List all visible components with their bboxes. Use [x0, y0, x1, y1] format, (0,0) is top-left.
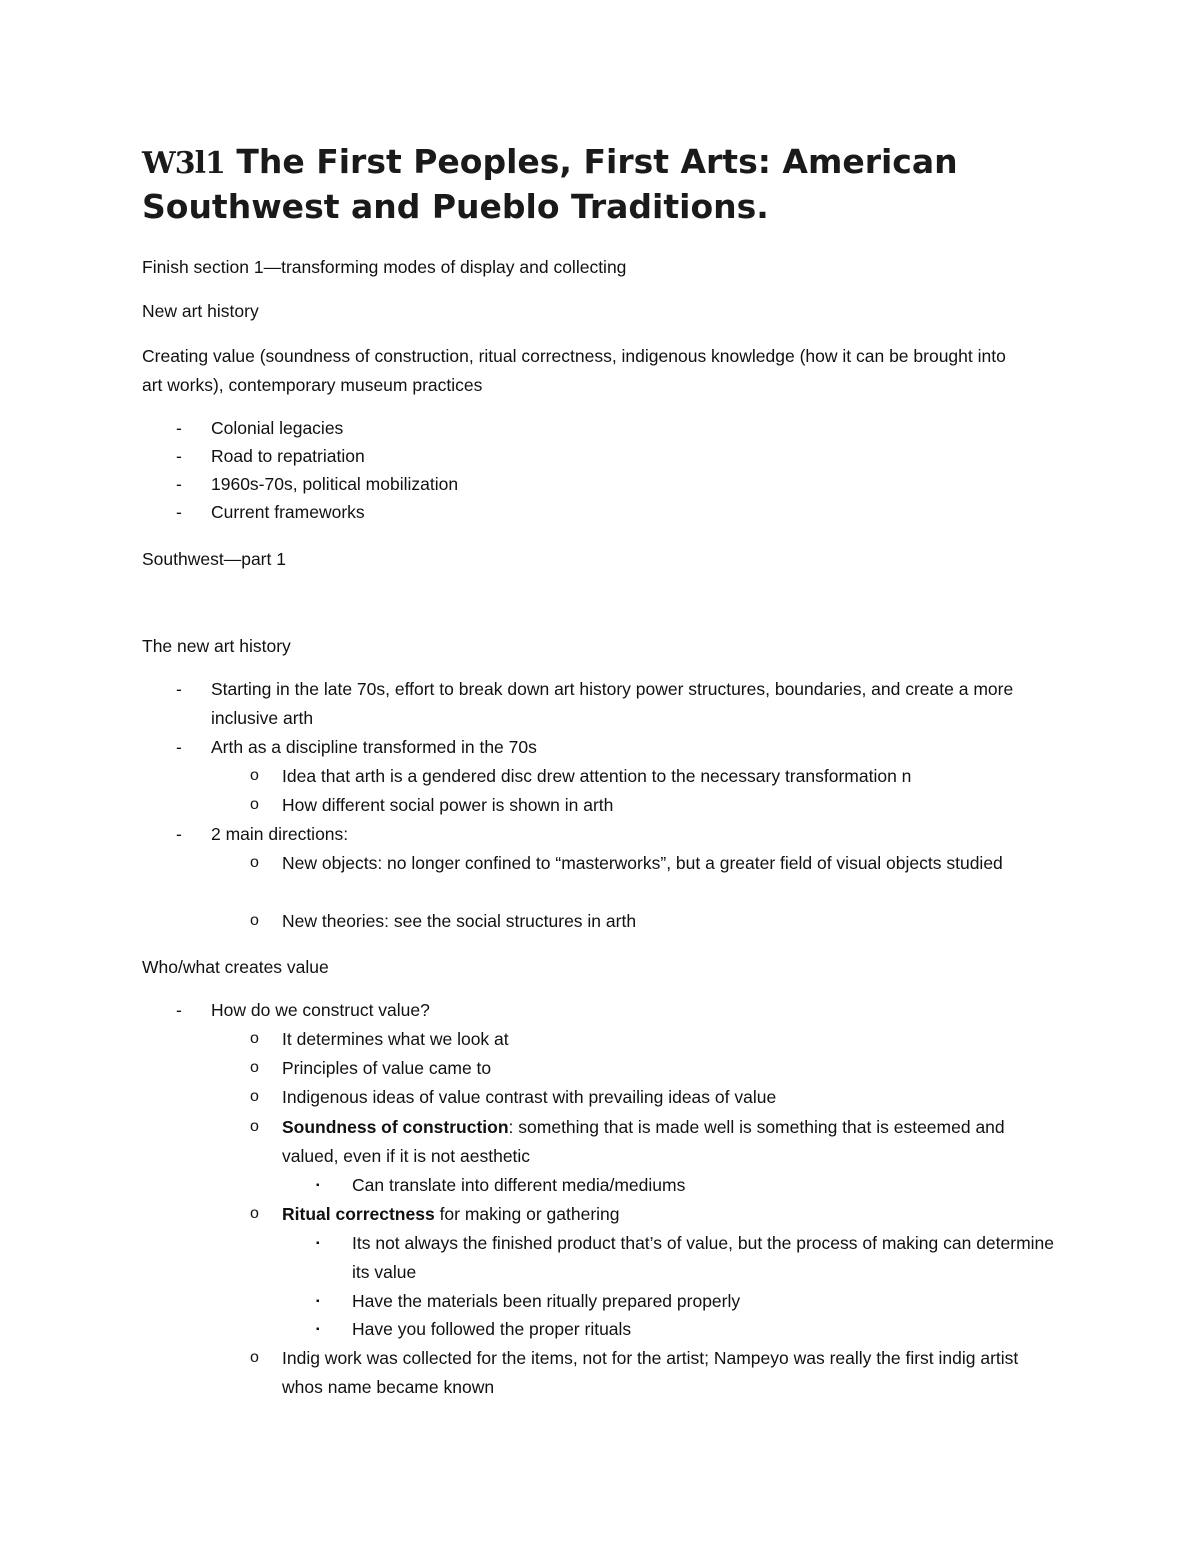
list-item-text: Indig work was collected for the items, not for the artist; Nampeyo was really the first indig artist whos name became known — [282, 1348, 1019, 1397]
list-item — [176, 820, 1091, 849]
circle-bullet: o — [250, 1349, 259, 1366]
list-item-text: Idea that arth is a gendered disc drew attention to the necessary transformation n — [282, 766, 912, 786]
dash-bullet: - — [176, 446, 182, 466]
circle-bullet: o — [250, 767, 259, 784]
title-text: The First Peoples, First Arts: American Southwest and Pueblo Traditions. — [142, 142, 958, 226]
dash-bullet: - — [176, 824, 182, 844]
square-bullet: ▪ — [316, 1296, 320, 1307]
dash-bullet: - — [176, 474, 182, 494]
dash-bullet: - — [176, 1000, 182, 1020]
paragraph-who-what-creates-value: Who/what creates value — [142, 957, 329, 977]
dash-bullet: - — [176, 679, 182, 699]
paragraph-finish-section: Finish section 1—transforming modes of display and collecting — [142, 257, 627, 277]
paragraph-creating-value: Creating value (soundness of construction, ritual correctness, indigenous knowledge (how it can be brought into art works), contemporary museum practices — [142, 346, 1006, 395]
list-item-text: It determines what we look at — [282, 1029, 509, 1049]
circle-bullet: o — [250, 796, 259, 813]
square-bullet: ▪ — [316, 1324, 320, 1335]
list-item-text: Road to repatriation — [211, 446, 365, 466]
dash-bullet: - — [176, 737, 182, 757]
circle-bullet: o — [250, 1030, 259, 1047]
circle-bullet: o — [250, 854, 259, 871]
list-item — [316, 1171, 1072, 1200]
list-item — [316, 1315, 1072, 1344]
list-item-text: 1960s-70s, political mobilization — [211, 474, 459, 494]
list-item — [250, 1083, 1072, 1112]
list-item — [176, 996, 1091, 1025]
list-item — [250, 791, 1072, 820]
circle-bullet: o — [250, 1059, 259, 1076]
list-item — [176, 442, 1091, 471]
circle-bullet: o — [250, 1088, 259, 1105]
paragraph-the-new-art-history: The new art history — [142, 636, 291, 656]
list-item-text: How do we construct value? — [211, 1000, 430, 1020]
list-item — [250, 849, 1052, 878]
list-item-text: Current frameworks — [211, 502, 365, 522]
list-item-text: Starting in the late 70s, effort to break down art history power structures, boundaries, and create a more inclusive arth — [211, 679, 1014, 728]
list-item — [250, 1113, 1062, 1170]
paragraph-new-art-history: New art history — [142, 301, 259, 321]
list-item-text: New theories: see the social structures in arth — [282, 911, 637, 931]
list-item-text: Indigenous ideas of value contrast with prevailing ideas of value — [282, 1087, 777, 1107]
list-item — [176, 675, 1031, 732]
list-item — [250, 762, 1072, 791]
list-item-text: : something that is made well is something that is esteemed and valued, even if it is not aesthetic — [282, 1117, 1005, 1166]
bold-term-ritual: Ritual correctness — [282, 1204, 435, 1224]
circle-bullet: o — [250, 912, 259, 929]
document-title — [142, 140, 1102, 228]
paragraph-southwest-part1: Southwest—part 1 — [142, 549, 286, 569]
list-item-text: Its not always the finished product that’s of value, but the process of making can determine its value — [352, 1233, 1055, 1282]
list-item-text: 2 main directions: — [211, 824, 349, 844]
list-item-text: for making or gathering — [434, 1204, 620, 1224]
square-bullet: ▪ — [316, 1180, 320, 1191]
circle-bullet: o — [250, 1118, 259, 1135]
list-item — [176, 733, 1091, 762]
circle-bullet: o — [250, 1205, 259, 1222]
list-item-text: Have the materials been ritually prepared properly — [352, 1291, 741, 1311]
list-item-text: Have you followed the proper rituals — [352, 1319, 632, 1339]
list-item — [316, 1287, 1072, 1316]
dash-bullet: - — [176, 418, 182, 438]
list-item — [316, 1229, 1072, 1286]
list-item-text: Can translate into different media/mediums — [352, 1175, 686, 1195]
title-code: W3l1 — [142, 146, 225, 181]
list-item — [250, 1200, 1072, 1229]
list-item — [250, 1344, 1052, 1401]
list-item-text: New objects: no longer confined to “masterworks”, but a greater field of visual objects studied — [282, 853, 1003, 873]
list-item — [176, 498, 1091, 527]
list-item-text: Arth as a discipline transformed in the 70s — [211, 737, 537, 757]
list-item-text: Principles of value came to — [282, 1058, 492, 1078]
list-item — [250, 1025, 1072, 1054]
square-bullet: ▪ — [316, 1238, 320, 1249]
list-item — [250, 1054, 1072, 1083]
list-item-text: Colonial legacies — [211, 418, 344, 438]
dash-bullet: - — [176, 502, 182, 522]
list-item — [176, 414, 1091, 443]
bold-term-soundness: Soundness of construction — [282, 1117, 509, 1137]
list-item-text: How different social power is shown in arth — [282, 795, 614, 815]
list-item — [176, 470, 1091, 499]
list-item — [250, 907, 1072, 936]
